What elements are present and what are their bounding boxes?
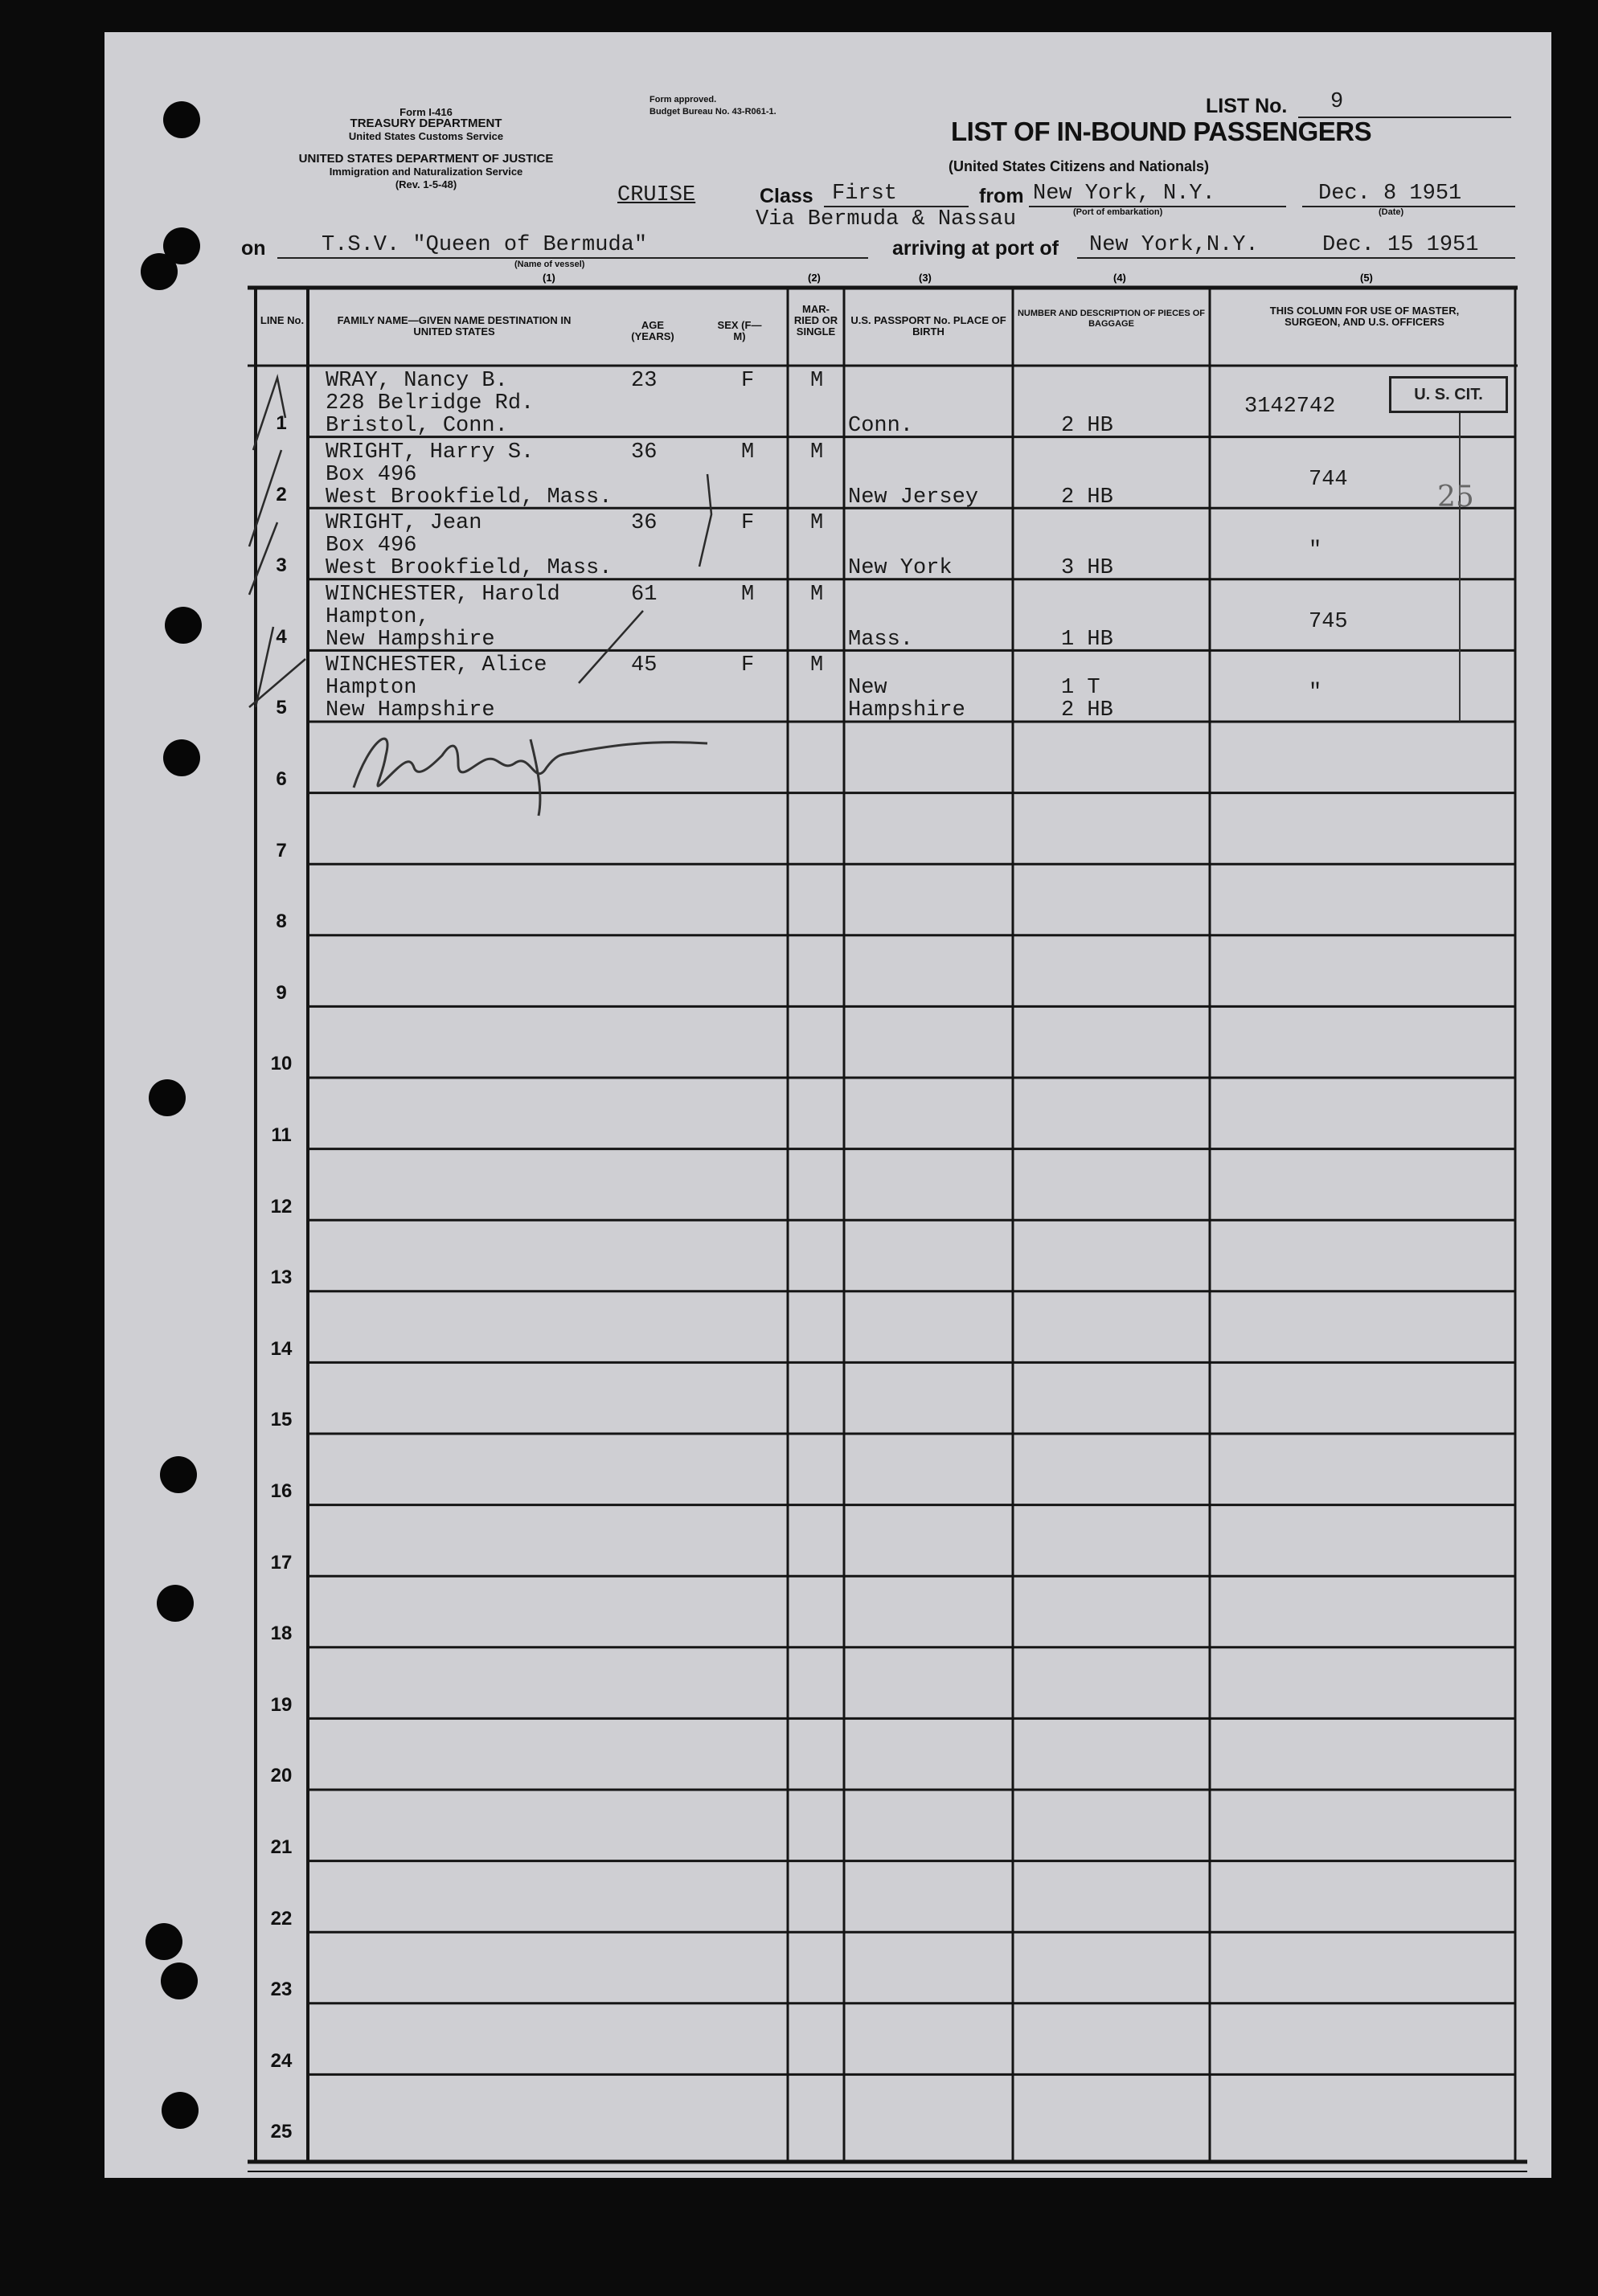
passenger-sex: F <box>741 369 755 393</box>
place-of-birth: New York <box>848 556 953 581</box>
line-number: 17 <box>270 1551 293 1574</box>
header-sex: SEX (F—M) <box>717 319 762 342</box>
line-number: 23 <box>270 1979 293 2001</box>
line-number: 25 <box>270 2121 293 2143</box>
passenger-name-line: Box 496 <box>326 462 417 487</box>
passenger-name-line: Box 496 <box>326 534 417 559</box>
passenger-name-line: 228 Belridge Rd. <box>326 391 535 415</box>
header-line-no: LINE No. <box>260 314 305 326</box>
line-number: 20 <box>270 1765 293 1787</box>
on-label: on <box>241 237 266 260</box>
line-number: 19 <box>270 1693 293 1716</box>
passenger-name-line: Bristol, Conn. <box>326 414 508 438</box>
passenger-name-line: West Brookfield, Mass. <box>326 485 613 510</box>
vessel-name: T.S.V. "Queen of Bermuda" <box>322 233 648 257</box>
header-passport-birth: U.S. PASSPORT No. PLACE OF BIRTH <box>850 314 1006 338</box>
agency-line-3: UNITED STATES DEPARTMENT OF JUSTICE <box>298 152 554 166</box>
marital-status: M <box>810 511 824 536</box>
place-of-birth: Conn. <box>848 414 914 438</box>
line-number: 15 <box>270 1409 293 1431</box>
col-num-2: (2) <box>808 272 821 284</box>
marital-status: M <box>810 582 824 607</box>
header-age: AGE (YEARS) <box>631 319 674 342</box>
cruise-label: CRUISE <box>617 183 696 207</box>
line-number: 16 <box>270 1480 293 1502</box>
page-title: LIST OF IN-BOUND PASSENGERS <box>951 117 1372 146</box>
departure-date: Dec. 8 1951 <box>1318 182 1462 206</box>
officer-number: 744 <box>1309 467 1348 492</box>
passenger-name-line: WRIGHT, Harry S. <box>326 440 535 465</box>
marital-status: M <box>810 369 824 393</box>
revision-date: (Rev. 1-5-48) <box>395 178 457 190</box>
place-of-birth: Mass. <box>848 627 914 652</box>
form-approved: Form approved. <box>649 95 717 104</box>
baggage-description: 2 HB <box>1061 485 1113 510</box>
passenger-name-line: New Hampshire <box>326 627 495 652</box>
line-number: 21 <box>270 1836 293 1858</box>
line-number: 24 <box>270 2049 293 2072</box>
officer-number: " <box>1309 681 1322 706</box>
budget-bureau: Budget Bureau No. 43-R061-1. <box>649 107 776 117</box>
marital-status: M <box>810 653 824 678</box>
line-number: 1 <box>276 412 287 434</box>
port-caption: (Port of embarkation) <box>1073 207 1163 217</box>
agency-line-4: Immigration and Naturalization Service <box>329 166 523 178</box>
passenger-sex: F <box>741 653 755 678</box>
us-citizen-stamp: U. S. CIT. <box>1389 376 1508 413</box>
header-married: MAR- RIED OR SINGLE <box>793 303 838 338</box>
passenger-name-line: WRAY, Nancy B. <box>326 369 508 393</box>
baggage-description: 2 HB <box>1061 414 1113 438</box>
officer-number: 3142742 <box>1244 395 1336 419</box>
line-number: 18 <box>270 1623 293 1645</box>
line-number: 13 <box>270 1267 293 1289</box>
line-number: 9 <box>276 981 287 1004</box>
baggage-description: 1 T <box>1061 676 1100 701</box>
passenger-age: 36 <box>631 511 658 536</box>
col-num-3: (3) <box>919 272 932 284</box>
line-number: 4 <box>276 625 287 648</box>
margin-count: 25 <box>1437 481 1474 514</box>
line-number: 12 <box>270 1195 293 1218</box>
passenger-age: 61 <box>631 582 658 607</box>
col-num-4: (4) <box>1113 272 1126 284</box>
passenger-name-line: New Hampshire <box>326 698 495 723</box>
header-officers: THIS COLUMN FOR USE OF MASTER, SURGEON, AND U.S. OFFICERS <box>1269 305 1460 328</box>
passenger-name-line: WINCHESTER, Harold <box>326 582 560 607</box>
line-number: 14 <box>270 1337 293 1360</box>
arrival-port: New York,N.Y. <box>1089 233 1259 257</box>
arrival-date: Dec. 15 1951 <box>1322 233 1479 257</box>
passenger-name-line: WINCHESTER, Alice <box>326 653 547 678</box>
passenger-age: 23 <box>631 369 658 393</box>
baggage-description: 3 HB <box>1061 556 1113 581</box>
header-baggage: NUMBER AND DESCRIPTION OF PIECES OF BAGGAGE <box>1017 309 1206 329</box>
baggage-description: 2 HB <box>1061 698 1113 723</box>
from-label: from <box>979 185 1024 207</box>
passenger-sex: F <box>741 511 755 536</box>
place-of-birth: New Jersey <box>848 485 979 510</box>
list-no-label: LIST No. <box>1206 95 1288 117</box>
line-number: 10 <box>270 1053 293 1075</box>
line-number: 11 <box>271 1124 292 1146</box>
line-number: 6 <box>276 768 287 790</box>
passenger-age: 36 <box>631 440 658 465</box>
passenger-sex: M <box>741 582 755 607</box>
officer-number: " <box>1309 538 1322 563</box>
passenger-name-line: Hampton, <box>326 604 430 629</box>
vessel-caption: (Name of vessel) <box>514 260 585 269</box>
arriving-label: arriving at port of <box>892 237 1059 260</box>
passenger-age: 45 <box>631 653 658 678</box>
line-number: 3 <box>276 555 287 577</box>
class-label: Class <box>760 185 813 207</box>
baggage-description: 1 HB <box>1061 627 1113 652</box>
class-value: First <box>832 182 898 206</box>
passenger-name-line: WRIGHT, Jean <box>326 511 482 536</box>
line-number: 5 <box>276 697 287 719</box>
place-of-birth: Hampshire <box>848 698 965 723</box>
marital-status: M <box>810 440 824 465</box>
officer-number: 745 <box>1309 609 1348 634</box>
via-route: Via Bermuda & Nassau <box>756 207 1017 231</box>
line-number: 7 <box>276 839 287 862</box>
passenger-name-line: Hampton <box>326 676 417 701</box>
passenger-sex: M <box>741 440 755 465</box>
date-caption: (Date) <box>1379 207 1404 217</box>
header-name-destination: FAMILY NAME—GIVEN NAME DESTINATION IN UNITED STATES <box>337 314 572 338</box>
form-number: Form I-416 <box>400 106 453 118</box>
list-no-value: 9 <box>1330 90 1344 114</box>
from-port-value: New York, N.Y. <box>1033 182 1215 206</box>
line-number: 2 <box>276 483 287 505</box>
col-num-5: (5) <box>1360 272 1373 284</box>
place-of-birth: New <box>848 676 887 701</box>
line-number: 8 <box>276 911 287 933</box>
line-number: 22 <box>270 1907 293 1930</box>
passenger-name-line: West Brookfield, Mass. <box>326 556 613 581</box>
agency-line-2: United States Customs Service <box>348 130 504 142</box>
agency-line-1: TREASURY DEPARTMENT <box>350 117 502 130</box>
col-num-1: (1) <box>543 272 555 284</box>
page-subtitle: (United States Citizens and Nationals) <box>949 158 1210 174</box>
